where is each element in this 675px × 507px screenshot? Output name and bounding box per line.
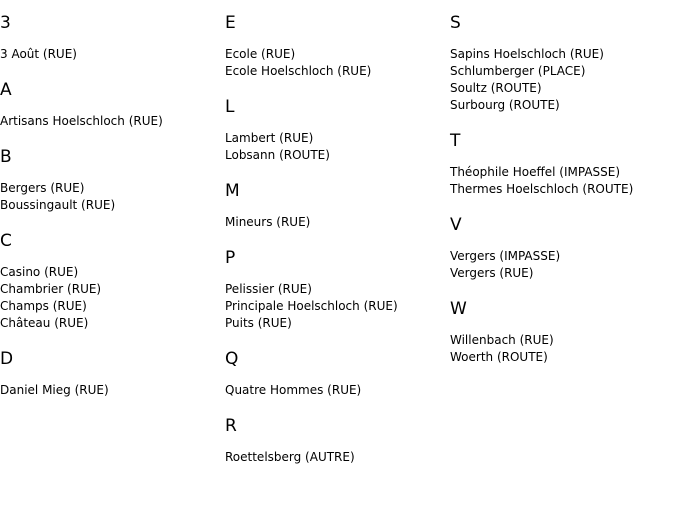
street-link[interactable]: Willenbach (RUE) [450, 333, 554, 347]
street-link[interactable]: Vergers (IMPASSE) [450, 249, 561, 263]
street-link[interactable]: Artisans Hoelschloch (RUE) [0, 114, 163, 128]
letter-heading: T [450, 131, 461, 151]
street-link[interactable]: Quatre Hommes (RUE) [225, 383, 362, 397]
letter-heading: B [0, 147, 12, 167]
index-column-2 [225, 13, 447, 483]
street-link[interactable]: Château (RUE) [0, 316, 89, 330]
letter-group [0, 349, 222, 399]
street-link[interactable]: 3 Août (RUE) [0, 47, 77, 61]
street-list [450, 46, 675, 114]
street-link[interactable]: Bergers (RUE) [0, 181, 85, 195]
letter-heading: E [225, 13, 236, 33]
letter-heading: Q [225, 349, 239, 369]
street-list [0, 113, 222, 130]
letter-heading: 3 [0, 13, 11, 33]
street-list [450, 164, 675, 198]
letter-group [225, 181, 447, 231]
letter-group [0, 13, 222, 63]
street-link[interactable]: Roettelsberg (AUTRE) [225, 450, 355, 464]
street-link[interactable]: Pelissier (RUE) [225, 282, 312, 296]
letter-group [225, 13, 447, 80]
street-list [0, 382, 222, 399]
letter-heading: A [0, 80, 12, 100]
letter-group [450, 131, 675, 198]
street-link[interactable]: Ecole (RUE) [225, 47, 296, 61]
index-column-3 [450, 13, 675, 383]
street-list [450, 332, 675, 366]
street-list [450, 248, 675, 282]
street-link[interactable]: Champs (RUE) [0, 299, 87, 313]
letter-heading: L [225, 97, 235, 117]
street-link[interactable]: Lobsann (ROUTE) [225, 148, 330, 162]
letter-group [225, 97, 447, 164]
street-link[interactable]: Chambrier (RUE) [0, 282, 102, 296]
street-list [225, 281, 447, 332]
street-link[interactable]: Sapins Hoelschloch (RUE) [450, 47, 604, 61]
street-list [0, 180, 222, 214]
street-link[interactable]: Vergers (RUE) [450, 266, 534, 280]
street-link[interactable]: Soultz (ROUTE) [450, 81, 542, 95]
street-link[interactable]: Surbourg (ROUTE) [450, 98, 560, 112]
street-list [0, 46, 222, 63]
street-link[interactable]: Boussingault (RUE) [0, 198, 116, 212]
street-list [0, 264, 222, 332]
letter-group [0, 231, 222, 332]
letter-heading: V [450, 215, 462, 235]
street-list [225, 214, 447, 231]
letter-heading: C [0, 231, 12, 251]
street-link[interactable]: Lambert (RUE) [225, 131, 314, 145]
index-column-1 [0, 13, 222, 416]
street-link[interactable]: Woerth (ROUTE) [450, 350, 548, 364]
letter-group [450, 215, 675, 282]
street-link[interactable]: Casino (RUE) [0, 265, 79, 279]
letter-heading: P [225, 248, 236, 268]
street-list [225, 449, 447, 466]
street-list [225, 382, 447, 399]
street-link[interactable]: Théophile Hoeffel (IMPASSE) [450, 165, 621, 179]
letter-group [450, 299, 675, 366]
letter-group [0, 80, 222, 130]
street-link[interactable]: Schlumberger (PLACE) [450, 64, 586, 78]
letter-group [450, 13, 675, 114]
street-link[interactable]: Mineurs (RUE) [225, 215, 311, 229]
letter-heading: D [0, 349, 14, 369]
street-link[interactable]: Principale Hoelschloch (RUE) [225, 299, 398, 313]
letter-heading: W [450, 299, 467, 319]
street-link[interactable]: Ecole Hoelschloch (RUE) [225, 64, 372, 78]
street-list [225, 46, 447, 80]
letter-group [225, 349, 447, 399]
street-link[interactable]: Thermes Hoelschloch (ROUTE) [450, 182, 634, 196]
letter-group [225, 248, 447, 332]
letter-group [225, 416, 447, 466]
street-list [225, 130, 447, 164]
letter-group [0, 147, 222, 214]
letter-heading: R [225, 416, 237, 436]
letter-heading: S [450, 13, 461, 33]
street-link[interactable]: Puits (RUE) [225, 316, 292, 330]
letter-heading: M [225, 181, 240, 201]
street-link[interactable]: Daniel Mieg (RUE) [0, 383, 109, 397]
